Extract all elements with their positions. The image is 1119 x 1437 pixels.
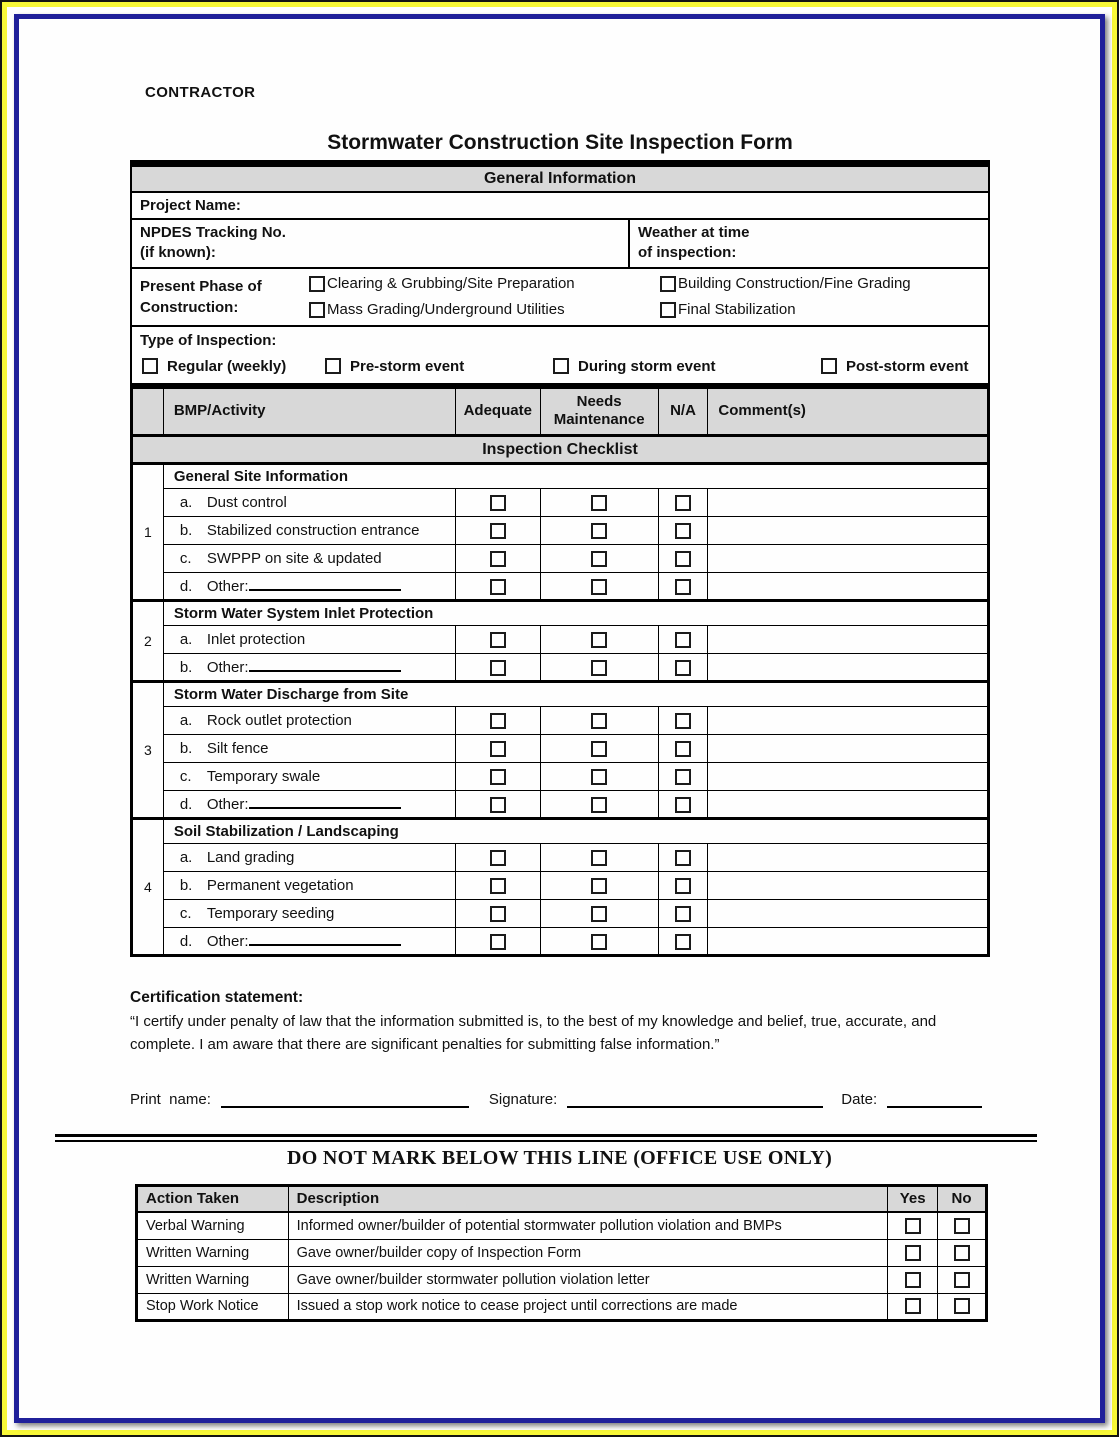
needs-maintenance-checkbox[interactable] [591,878,607,894]
needs-maintenance-cell [540,791,658,819]
na-cell [658,489,708,517]
other-fill-line[interactable] [249,933,401,946]
needs-maintenance-column-header: Needs Maintenance [540,387,658,436]
checklist-item-row [132,872,989,900]
form-area [130,131,990,1108]
item-label: Dust control [206,494,287,511]
yes-cell [888,1212,938,1239]
na-checkbox[interactable] [675,523,691,539]
checklist-item-row [132,545,989,573]
phase-options [309,274,988,320]
action-table-header-row [137,1185,987,1212]
needs-maintenance-checkbox[interactable] [591,850,607,866]
comment-cell[interactable] [708,844,989,872]
needs-maintenance-cell [540,763,658,791]
no-checkbox[interactable] [954,1245,970,1261]
yes-cell [888,1239,938,1266]
checklist-item-row [132,735,989,763]
group-number: 4 [132,819,164,956]
certification-heading: Certification statement: [130,989,304,1006]
needs-maintenance-cell [540,545,658,573]
adequate-checkbox[interactable] [490,906,506,922]
item-letter: b. [179,877,193,894]
inspection-type-row [132,327,988,385]
action-taken-column-header: Action Taken [137,1185,289,1212]
description-cell: Informed owner/builder of potential stormwater pollution violation and BMPs [288,1212,888,1239]
bmp-activity-cell [163,654,455,682]
phase-option [660,275,988,292]
adequate-cell [455,735,540,763]
inspection-type-option-label: Regular (weekly) [167,357,287,375]
checklist-item-row [132,763,989,791]
group-number: 3 [132,682,164,819]
na-cell [658,573,708,601]
item-label: Temporary seeding [206,905,335,922]
comment-cell[interactable] [708,654,989,682]
adequate-column-header: Adequate [455,387,540,436]
needs-maintenance-cell [540,573,658,601]
inspection-type-label: Type of Inspection: [140,331,277,349]
item-letter: d. [179,795,193,813]
phase-row [132,269,988,327]
comment-cell[interactable] [708,900,989,928]
na-checkbox[interactable] [675,660,691,676]
comment-cell[interactable] [708,517,989,545]
description-cell: Gave owner/builder stormwater pollution violation letter [288,1266,888,1293]
checklist-item-row [132,791,989,819]
npdes-label-line1: NPDES Tracking No. [140,224,286,241]
adequate-cell [455,763,540,791]
adequate-checkbox[interactable] [490,741,506,757]
na-checkbox[interactable] [675,579,691,595]
na-cell [658,791,708,819]
needs-maintenance-checkbox[interactable] [591,769,607,785]
bmp-activity-cell [163,844,455,872]
bmp-activity-cell [163,735,455,763]
checklist-item-row [132,928,989,956]
inspection-type-option [821,358,969,375]
inspection-type-option-label: Post-storm event [846,357,969,375]
date-label: Date: [841,1090,878,1108]
item-label: Temporary swale [206,768,321,785]
item-letter: d. [179,577,193,595]
general-information-section [130,160,990,385]
action-taken-cell: Verbal Warning [137,1212,289,1239]
adequate-checkbox[interactable] [490,878,506,894]
weather-field[interactable] [628,220,988,267]
needs-maintenance-cell [540,900,658,928]
adequate-checkbox[interactable] [490,850,506,866]
phase-option-label: Building Construction/Fine Grading [678,275,911,292]
action-taken-cell: Written Warning [137,1239,289,1266]
inspection-checklist-table [130,385,990,958]
na-cell [658,872,708,900]
comment-cell[interactable] [708,545,989,573]
adequate-cell [455,707,540,735]
item-letter: d. [179,932,193,950]
no-checkbox[interactable] [954,1272,970,1288]
description-cell: Issued a stop work notice to cease project until corrections are made [288,1293,888,1320]
project-name-label: Project Name: [140,197,241,214]
na-cell [658,707,708,735]
description-cell: Gave owner/builder copy of Inspection Form [288,1239,888,1266]
yes-checkbox[interactable] [905,1245,921,1261]
inspection-type-checkbox[interactable] [325,358,341,374]
needs-maintenance-cell [540,626,658,654]
na-cell [658,626,708,654]
yes-column-header: Yes [888,1185,938,1212]
action-row [137,1293,987,1320]
print-name-field[interactable] [221,1094,469,1108]
comment-cell[interactable] [708,489,989,517]
adequate-cell [455,517,540,545]
needs-maintenance-cell [540,707,658,735]
action-row [137,1239,987,1266]
adequate-checkbox[interactable] [490,495,506,511]
adequate-checkbox[interactable] [490,632,506,648]
action-taken-cell: Written Warning [137,1266,289,1293]
inspection-type-checkbox[interactable] [142,358,158,374]
npdes-label-line2: (if known): [140,244,216,262]
adequate-cell [455,928,540,956]
na-checkbox[interactable] [675,797,691,813]
bmp-activity-cell [163,707,455,735]
adequate-checkbox[interactable] [490,579,506,595]
phase-label-line1: Present Phase of [140,277,262,295]
yes-cell [888,1293,938,1320]
na-cell [658,928,708,956]
adequate-cell [455,626,540,654]
na-checkbox[interactable] [675,551,691,567]
comment-cell[interactable] [708,573,989,601]
bmp-activity-cell [163,928,455,956]
na-cell [658,517,708,545]
adequate-cell [455,489,540,517]
needs-maintenance-cell [540,517,658,545]
npdes-field[interactable] [132,220,628,267]
checklist-category-row [132,682,989,707]
date-field[interactable] [887,1094,982,1108]
item-label: Inlet protection [206,631,306,648]
needs-maintenance-cell [540,735,658,763]
item-label: Other: [206,658,249,676]
comment-cell[interactable] [708,707,989,735]
comment-cell[interactable] [708,735,989,763]
needs-maintenance-checkbox[interactable] [591,741,607,757]
checklist-item-row [132,573,989,601]
bmp-activity-cell [163,545,455,573]
group-number: 1 [132,464,164,601]
item-letter: b. [179,658,193,676]
office-use-heading: DO NOT MARK BELOW THIS LINE (OFFICE USE ONLY) [286,1146,833,1169]
other-fill-line[interactable] [249,659,401,672]
item-label: Other: [206,795,249,813]
checklist-category-row [132,601,989,626]
comment-cell[interactable] [708,763,989,791]
na-cell [658,735,708,763]
na-cell [658,763,708,791]
checklist-item-row [132,654,989,682]
inspection-type-checkbox[interactable] [553,358,569,374]
adequate-checkbox[interactable] [490,797,506,813]
checklist-category-row [132,819,989,844]
na-checkbox[interactable] [675,878,691,894]
inspection-type-option-label: During storm event [578,357,716,375]
action-row [137,1212,987,1239]
no-column-header: No [938,1185,987,1212]
item-letter: c. [179,550,192,567]
needs-maintenance-cell [540,928,658,956]
na-checkbox[interactable] [675,741,691,757]
yes-cell [888,1266,938,1293]
yes-checkbox[interactable] [905,1272,921,1288]
project-name-row[interactable] [132,193,988,220]
item-label: Permanent vegetation [206,877,354,894]
yellow-frame [2,2,1117,1435]
no-cell [938,1293,987,1320]
na-checkbox[interactable] [675,632,691,648]
needs-maintenance-checkbox[interactable] [591,660,607,676]
phase-option-checkbox[interactable] [660,276,676,292]
checklist-item-row [132,489,989,517]
no-checkbox[interactable] [954,1218,970,1234]
category-label: Storm Water Discharge from Site [163,682,988,707]
inspection-type-option [142,358,286,375]
adequate-checkbox[interactable] [490,660,506,676]
certification-body: “I certify under penalty of law that the information submitted is, to the best of my knowledge and belief, true, accurate, and complete. I am aware that there are significant penalties for submitting false information.” [130,1013,937,1054]
do-not-mark-divider [55,1134,1037,1142]
item-letter: a. [179,631,193,648]
checklist-column-header-row [132,387,989,436]
weather-label-line2: of inspection: [638,244,737,262]
item-label: Rock outlet protection [206,712,352,729]
checklist-item-row [132,707,989,735]
no-checkbox[interactable] [954,1298,970,1314]
item-label: SWPPP on site & updated [206,550,382,567]
yes-checkbox[interactable] [905,1298,921,1314]
phase-option-checkbox[interactable] [309,276,325,292]
na-checkbox[interactable] [675,850,691,866]
no-cell [938,1266,987,1293]
adequate-cell [455,900,540,928]
phase-option-label: Final Stabilization [678,301,796,318]
other-fill-line[interactable] [249,796,401,809]
item-letter: a. [179,712,193,729]
phase-label-line2: Construction: [140,298,239,316]
inspection-type-option-label: Pre-storm event [350,357,465,375]
phase-option [309,275,660,292]
adequate-cell [455,654,540,682]
needs-maintenance-cell [540,844,658,872]
needs-maintenance-checkbox[interactable] [591,934,607,950]
comment-cell[interactable] [708,928,989,956]
adequate-cell [455,573,540,601]
bmp-activity-cell [163,872,455,900]
item-label: Silt fence [206,740,269,757]
bmp-activity-cell [163,626,455,654]
na-cell [658,900,708,928]
needs-maintenance-checkbox[interactable] [591,579,607,595]
npdes-weather-row [132,220,988,269]
other-fill-line[interactable] [249,578,401,591]
number-column-header [132,387,164,436]
phase-option-checkbox[interactable] [309,302,325,318]
bmp-activity-cell [163,573,455,601]
na-checkbox[interactable] [675,934,691,950]
form-document [19,19,1100,1418]
needs-maintenance-checkbox[interactable] [591,523,607,539]
print-name-label: Print name: [130,1090,211,1108]
page-title: Stormwater Construction Site Inspection Form [327,131,793,154]
no-cell [938,1239,987,1266]
needs-maintenance-checkbox[interactable] [591,797,607,813]
certification-section [130,989,990,1108]
inspection-checklist-header: Inspection Checklist [132,436,989,464]
contractor-label: CONTRACTOR [145,84,256,101]
item-letter: c. [179,768,192,785]
na-checkbox[interactable] [675,495,691,511]
item-letter: a. [179,849,193,866]
description-column-header: Description [288,1185,888,1212]
no-cell [938,1212,987,1239]
na-checkbox[interactable] [675,713,691,729]
comment-cell[interactable] [708,791,989,819]
needs-maintenance-checkbox[interactable] [591,551,607,567]
comment-cell[interactable] [708,872,989,900]
needs-maintenance-cell [540,872,658,900]
adequate-checkbox[interactable] [490,769,506,785]
na-checkbox[interactable] [675,906,691,922]
needs-maintenance-cell [540,654,658,682]
checklist-item-row [132,626,989,654]
action-taken-table [135,1184,988,1322]
bmp-activity-cell [163,763,455,791]
inspection-type-checkbox[interactable] [821,358,837,374]
needs-maintenance-checkbox[interactable] [591,632,607,648]
needs-maintenance-cell [540,489,658,517]
phase-option-checkbox[interactable] [660,302,676,318]
group-number: 2 [132,601,164,682]
item-letter: c. [179,905,192,922]
bmp-activity-cell [163,900,455,928]
weather-label-line1: Weather at time [638,224,750,241]
phase-option-label: Mass Grading/Underground Utilities [327,301,565,318]
bmp-activity-column-header: BMP/Activity [163,387,455,436]
phase-option-label: Clearing & Grubbing/Site Preparation [327,275,575,292]
adequate-cell [455,791,540,819]
adequate-checkbox[interactable] [490,934,506,950]
bmp-activity-cell [163,489,455,517]
inspection-type-option [553,358,716,375]
needs-maintenance-checkbox[interactable] [591,713,607,729]
na-cell [658,654,708,682]
na-cell [658,844,708,872]
signature-field[interactable] [567,1094,823,1108]
action-taken-cell: Stop Work Notice [137,1293,289,1320]
navy-frame [14,14,1105,1423]
yes-checkbox[interactable] [905,1218,921,1234]
adequate-checkbox[interactable] [490,523,506,539]
adequate-cell [455,872,540,900]
adequate-cell [455,844,540,872]
inspection-type-option [325,358,464,375]
adequate-cell [455,545,540,573]
checklist-item-row [132,517,989,545]
item-label: Other: [206,577,249,595]
phase-label [132,274,309,320]
bmp-activity-cell [163,517,455,545]
checklist-item-row [132,900,989,928]
na-checkbox[interactable] [675,769,691,785]
phase-option [309,301,660,318]
signature-label: Signature: [488,1090,558,1108]
adequate-checkbox[interactable] [490,551,506,567]
category-label: Soil Stabilization / Landscaping [163,819,988,844]
action-row [137,1266,987,1293]
item-letter: b. [179,740,193,757]
checklist-item-row [132,844,989,872]
comments-column-header: Comment(s) [708,387,989,436]
na-column-header: N/A [658,387,708,436]
bmp-activity-cell [163,791,455,819]
needs-maintenance-checkbox[interactable] [591,906,607,922]
needs-maintenance-checkbox[interactable] [591,495,607,511]
phase-option [660,301,988,318]
comment-cell[interactable] [708,626,989,654]
item-letter: b. [179,522,193,539]
adequate-checkbox[interactable] [490,713,506,729]
category-label: General Site Information [163,464,988,489]
item-label: Other: [206,932,249,950]
item-label: Stabilized construction entrance [206,522,420,539]
category-label: Storm Water System Inlet Protection [163,601,988,626]
general-information-header: General Information [132,167,988,193]
item-letter: a. [179,494,193,511]
item-label: Land grading [206,849,295,866]
signature-row [130,1091,990,1108]
checklist-category-row [132,464,989,489]
na-cell [658,545,708,573]
